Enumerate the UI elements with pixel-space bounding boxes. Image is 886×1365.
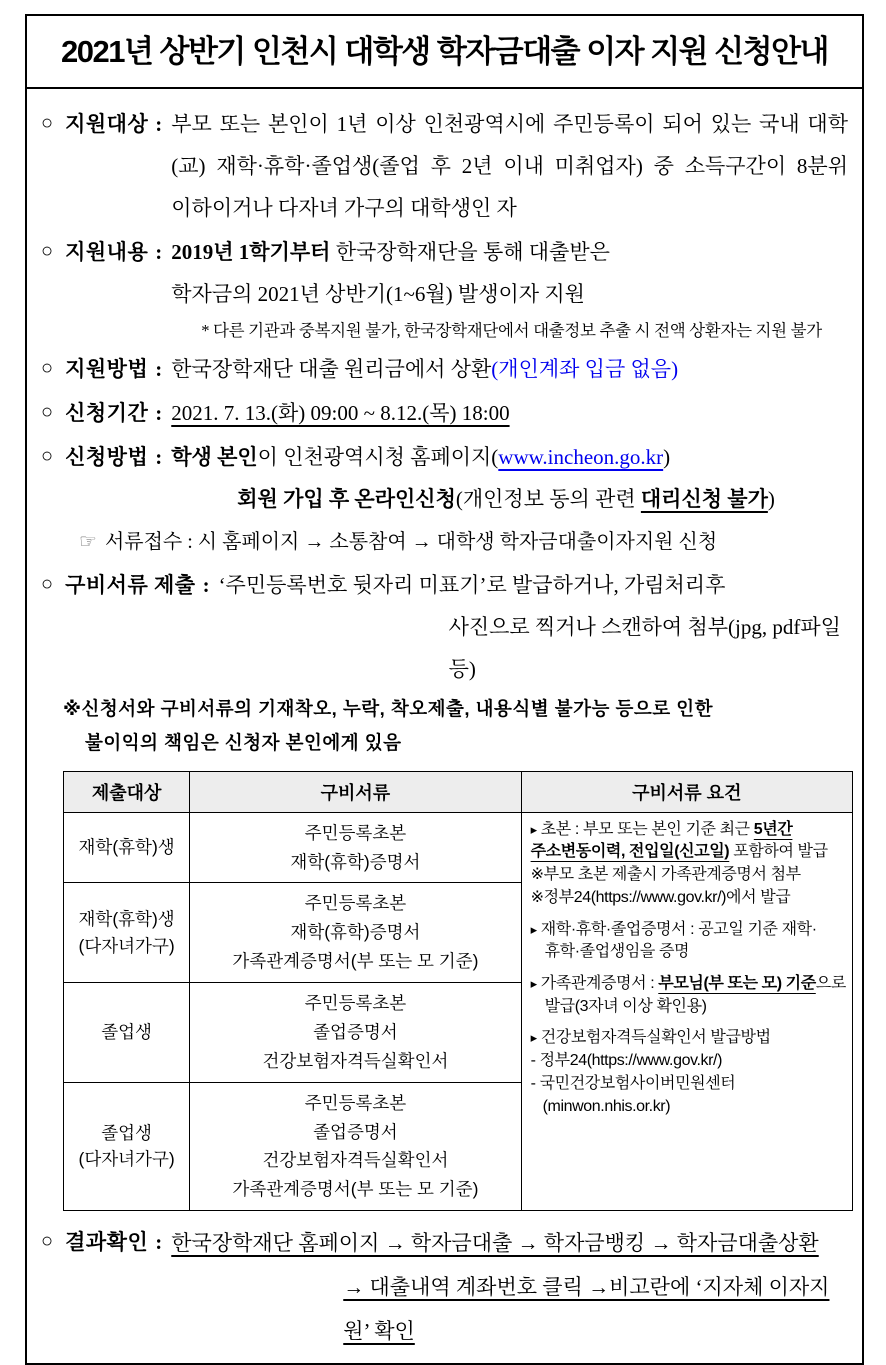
header-doc-requirements: 구비서류 요건: [521, 771, 852, 812]
cell-line: (다자녀가구): [78, 1149, 175, 1170]
docs-cell: [190, 883, 521, 983]
req-bold-underline: 5년간 주소변동이력, 전입일(신고일): [530, 820, 793, 861]
cell-line: 재학(휴학)증명서: [290, 922, 421, 943]
cell-line: 주민등록초본: [304, 822, 407, 843]
section-result-check: [39, 1221, 848, 1353]
target-cell: [64, 1082, 190, 1211]
circle-bullet-icon: ○: [41, 1230, 54, 1253]
cell-line: 주민등록초본: [304, 893, 407, 914]
circle-bullet-icon: ○: [41, 401, 54, 424]
req-text: 초본 : 부모 또는 본인 기준 최근: [540, 820, 754, 838]
cell-line: 졸업증명서: [313, 1021, 398, 1042]
colon-separator: :: [155, 1230, 163, 1255]
warn-icon: ※: [63, 698, 82, 720]
content-line-2: 학자금의 2021년 상반기(1~6월) 발생이자 지원: [171, 281, 585, 306]
apply-line-2: [237, 478, 848, 520]
req-item: (minwon.nhis.or.kr): [542, 1097, 671, 1115]
no-proxy-warning: 대리신청 불가: [640, 487, 768, 512]
section-label: 구비서류 제출: [65, 573, 196, 598]
circle-bullet-icon: ○: [41, 239, 54, 262]
req-item: - 국민건강보험사이버민원센터: [530, 1074, 736, 1092]
req-group-enrollment: [531, 919, 846, 964]
document-frame: [25, 14, 864, 1365]
circle-bullet-icon: ○: [41, 573, 54, 596]
warning-text-1: 신청서와 구비서류의 기재착오, 누락, 착오제출, 내용식별 불가능 등으로 인한: [81, 698, 714, 720]
section-required-docs: [39, 564, 848, 690]
section-label: 지원대상: [65, 111, 149, 136]
section-label: 신청기간: [65, 401, 149, 426]
colon-separator: :: [155, 445, 163, 470]
result-check-text: [171, 1221, 848, 1353]
req-item: ※정부24(https://www.gov.kr/)에서 발급: [530, 888, 791, 906]
support-content-text: [171, 231, 848, 346]
method-main-text: 한국장학재단 대출 원리금에서 상환: [171, 357, 492, 382]
colon-separator: :: [202, 573, 210, 598]
section-label: 지원방법: [65, 357, 149, 382]
content-footnote: * 다른 기관과 중복지원 불가, 한국장학재단에서 대출정보 추출 시 전액 상환자는 지원 불가: [201, 320, 822, 340]
section-apply-method: [39, 436, 848, 520]
result-line-2: [343, 1265, 848, 1353]
triangle-bullet-icon: ▸: [530, 921, 537, 937]
apply-text-b: ): [663, 445, 671, 470]
apply-method-text: [171, 436, 848, 520]
colon-separator: :: [155, 239, 163, 264]
docs-cell: [190, 1082, 521, 1211]
req-item: ※부모 초본 제출시 가족관계증명서 첨부: [530, 866, 801, 884]
method-blue-note: (개인계좌 입금 없음): [491, 357, 679, 382]
cell-line: 졸업생: [101, 1022, 152, 1043]
req-text: 포함하여 발급: [729, 843, 828, 861]
title-bar: [27, 16, 862, 89]
colon-separator: :: [155, 401, 163, 426]
req-text: 으로 발급(3자녀 이상 확인용): [544, 974, 846, 1015]
section-apply-period: [39, 392, 848, 434]
section-support-content: [39, 231, 848, 346]
support-target-text: 부모 또는 본인이 1년 이상 인천광역시에 주민등록이 되어 있는 국내 대학(교) 재학·휴학·졸업생(졸업 후 2년 이내 미취업자) 중 소득구간이 8분위 이하이거나 다자녀 가구의 대학생인 자: [171, 111, 848, 220]
required-docs-text: [219, 564, 848, 690]
req-item: - 정부24(https://www.gov.kr/): [530, 1052, 723, 1070]
table-header: [64, 771, 853, 812]
cell-line: 가족관계증명서(부 또는 모 기준): [232, 1179, 479, 1200]
docs-line-2: 사진으로 찍거나 스캔하여 첨부(jpg, pdf파일 등): [448, 615, 841, 682]
warning-line-2: 불이익의 책임은 신청자 본인에게 있음: [85, 732, 402, 754]
cell-line: 졸업생: [101, 1123, 152, 1144]
submission-path-text: 서류접수 : 시 홈페이지 → 소통참여 → 대학생 학자금대출이자지원 신청: [104, 531, 718, 554]
cell-line: 졸업증명서: [313, 1121, 398, 1142]
section-label: 지원내용: [65, 239, 149, 264]
content-line-1: [171, 231, 848, 273]
header-required-docs: 구비서류: [190, 771, 521, 812]
circle-bullet-icon: ○: [41, 111, 54, 134]
triangle-bullet-icon: ▸: [530, 821, 537, 837]
result-path-1: 한국장학재단 홈페이지 → 학자금대출 → 학자금뱅킹 → 학자금대출상환: [171, 1231, 819, 1256]
target-cell: [64, 812, 190, 883]
apply-line2-bold: 회원 가입 후 온라인신청: [237, 487, 456, 512]
cell-line: (다자녀가구): [78, 935, 175, 956]
req-item: [531, 973, 846, 1018]
req-text: 가족관계증명서 :: [540, 974, 659, 992]
cell-line: 주민등록초본: [304, 1092, 407, 1113]
cell-line: 건강보험자격득실확인서: [262, 1150, 449, 1171]
result-path-2: → 대출내역 계좌번호 클릭 →비고란에 ‘지자체 이자지원’ 확인: [343, 1275, 830, 1344]
support-method-text: [171, 348, 848, 390]
colon-separator: :: [155, 111, 163, 136]
req-group-chobon: [531, 819, 846, 910]
requirements-cell: [521, 812, 852, 1211]
docs-cell: [190, 983, 521, 1083]
section-label: 결과확인: [65, 1230, 149, 1255]
cell-line: 건강보험자격득실확인서: [262, 1050, 449, 1071]
apply-line-1: [171, 436, 848, 478]
section-label: 신청방법: [65, 445, 149, 470]
content-rest-part: 한국장학재단을 통해 대출받은: [330, 239, 610, 264]
req-bold-underline: 부모님(부 또는 모) 기준: [658, 974, 816, 992]
target-cell: [64, 983, 190, 1083]
cell-line: 재학(휴학)생: [78, 837, 175, 858]
cell-line: 재학(휴학)증명서: [290, 851, 421, 872]
apply-bold-part: 학생 본인: [171, 445, 258, 470]
req-item: [531, 819, 846, 864]
document-submission-path: [79, 522, 848, 562]
section-warning-note: [63, 692, 848, 760]
cell-line: 주민등록초본: [304, 993, 407, 1013]
apply-line2-b: ): [767, 487, 775, 512]
table-header-row: [64, 771, 853, 812]
result-line-1: [171, 1221, 848, 1265]
req-group-insurance: [531, 1027, 846, 1118]
documents-table: [63, 771, 853, 1212]
table-row: [64, 812, 853, 883]
req-group-family: [531, 973, 846, 1018]
circle-bullet-icon: ○: [41, 445, 54, 468]
apply-line2-a: (개인정보 동의 관련: [455, 487, 641, 512]
cell-line: 가족관계증명서(부 또는 모 기준): [232, 951, 479, 972]
docs-cell: [190, 812, 521, 883]
req-text: 건강보험자격득실확인서 발급방법: [540, 1029, 771, 1047]
triangle-bullet-icon: ▸: [530, 1030, 537, 1046]
section-support-target: [39, 103, 848, 229]
content-bold-part: 2019년 1학기부터: [171, 239, 331, 264]
apply-period-text: [171, 392, 848, 434]
docs-line-1: ‘주민등록번호 뒷자리 미표기’로 발급하거나, 가림처리후: [218, 573, 726, 598]
colon-separator: :: [155, 357, 163, 382]
document-body: [27, 89, 862, 1364]
req-text: 재학·휴학·졸업증명서 : 공고일 기준 재학·휴학·졸업생임을 증명: [540, 920, 817, 961]
section-support-method: [39, 348, 848, 390]
target-cell: [64, 883, 190, 983]
circle-bullet-icon: ○: [41, 357, 54, 380]
req-item: [531, 919, 846, 964]
header-submit-target: 제출대상: [64, 771, 190, 812]
apply-text-a: 이 인천광역시청 홈페이지(: [257, 445, 499, 470]
incheon-homepage-link[interactable]: www.incheon.go.kr: [498, 445, 664, 470]
pointing-finger-icon: ☞: [79, 531, 97, 554]
req-item: [531, 1027, 846, 1050]
triangle-bullet-icon: ▸: [530, 975, 537, 991]
cell-line: 재학(휴학)생: [78, 909, 175, 930]
period-dates: 2021. 7. 13.(화) 09:00 ~ 8.12.(목) 18:00: [171, 401, 510, 426]
warning-line-1: [63, 692, 848, 726]
page-title: 2021년 상반기 인천시 대학생 학자금대출 이자 지원 신청안내: [60, 34, 828, 69]
